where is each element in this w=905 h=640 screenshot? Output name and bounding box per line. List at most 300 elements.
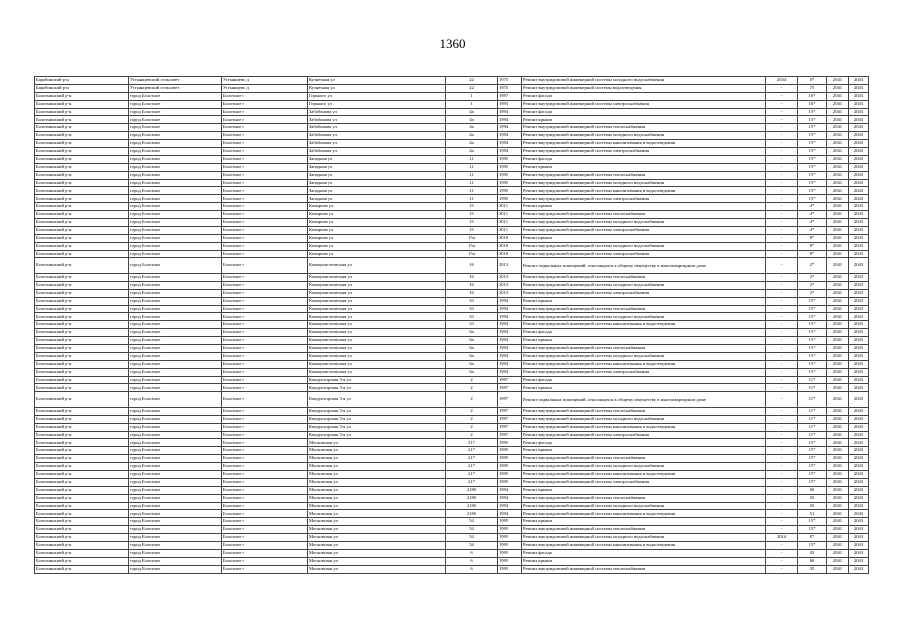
last-repair-year-cell: -	[766, 329, 798, 337]
street-cell: Московская ул	[308, 502, 446, 510]
street-cell: Коммунистическая ул	[308, 337, 446, 345]
table-row	[35, 155, 869, 163]
street-cell: Московская ул	[308, 565, 446, 573]
wear-percent-cell: 15*	[798, 447, 827, 455]
district-cell: Болотнинский р-н	[35, 250, 129, 258]
municipality-cell: город Болотное	[129, 470, 222, 478]
street-cell: Комарова ул	[308, 203, 446, 211]
municipality-cell: город Болотное	[129, 148, 222, 156]
settlement-cell: Болотное г	[222, 423, 308, 431]
plan-start-cell: 2041	[827, 234, 849, 242]
municipality-cell: город Болотное	[129, 423, 222, 431]
year-built-cell: 1994	[498, 116, 522, 124]
last-repair-year-cell: -	[766, 155, 798, 163]
last-repair-year-cell: -	[766, 124, 798, 132]
wear-percent-cell: 4*	[798, 226, 827, 234]
year-built-cell: 2010	[498, 234, 522, 242]
municipality-cell: город Болотное	[129, 179, 222, 187]
house-number-cell: 4а	[446, 132, 498, 140]
district-cell: Болотнинский р-н	[35, 305, 129, 313]
table-row	[35, 100, 869, 108]
house-number-cell: 2	[446, 431, 498, 439]
settlement-cell: Болотное г	[222, 368, 308, 376]
plan-start-cell: 2041	[827, 148, 849, 156]
district-cell: Болотнинский р-н	[35, 478, 129, 486]
year-built-cell: 1997	[498, 431, 522, 439]
year-built-cell: 1997	[498, 376, 522, 384]
table-row	[35, 415, 869, 423]
table-row	[35, 557, 869, 565]
table-row	[35, 447, 869, 455]
settlement-cell: Болотное г	[222, 455, 308, 463]
settlement-cell: Болотное г	[222, 345, 308, 353]
table-row	[35, 384, 869, 392]
settlement-cell: Болотное г	[222, 92, 308, 100]
street-cell: Московская ул	[308, 470, 446, 478]
street-cell: Московская ул	[308, 557, 446, 565]
last-repair-year-cell: -	[766, 281, 798, 289]
plan-start-cell: 2041	[827, 329, 849, 337]
settlement-cell: Болотное г	[222, 211, 308, 219]
municipality-cell: город Болотное	[129, 384, 222, 392]
house-number-cell: 16	[446, 273, 498, 281]
settlement-cell: Болотное г	[222, 337, 308, 345]
district-cell: Болотнинский р-н	[35, 431, 129, 439]
plan-start-cell: 2041	[827, 155, 849, 163]
municipality-cell: город Болотное	[129, 242, 222, 250]
wear-percent-cell: 75	[798, 84, 827, 92]
district-cell: Болотнинский р-н	[35, 565, 129, 573]
house-number-cell: 6	[446, 557, 498, 565]
table-row	[35, 526, 869, 534]
street-cell: Кузнечная ул	[308, 77, 446, 85]
plan-start-cell: 2041	[827, 549, 849, 557]
house-number-cell: 15а	[446, 234, 498, 242]
plan-end-cell: 2043	[849, 108, 869, 116]
street-cell: Коммунистическая ул	[308, 258, 446, 274]
last-repair-year-cell: -	[766, 384, 798, 392]
work-type-cell: Ремонт крыши	[522, 116, 766, 124]
table-row	[35, 77, 869, 85]
house-number-cell: 15а	[446, 250, 498, 258]
street-cell: Коммунистическая ул	[308, 313, 446, 321]
house-number-cell: 2	[446, 384, 498, 392]
work-type-cell: Ремонт фасада	[522, 155, 766, 163]
table-row	[35, 470, 869, 478]
plan-end-cell: 2043	[849, 494, 869, 502]
plan-end-cell: 2043	[849, 557, 869, 565]
settlement-cell: Болотное г	[222, 297, 308, 305]
wear-percent-cell: 0*	[798, 77, 827, 85]
house-number-cell: 218б	[446, 502, 498, 510]
house-number-cell: 2	[446, 423, 498, 431]
work-type-cell: Ремонт внутридомовой инженерной системы холодного водоснабжения	[522, 313, 766, 321]
municipality-cell: город Болотное	[129, 132, 222, 140]
last-repair-year-cell: -	[766, 494, 798, 502]
last-repair-year-cell: -	[766, 486, 798, 494]
table-row	[35, 84, 869, 92]
page-number: 1360	[439, 36, 466, 51]
plan-start-cell: 2041	[827, 321, 849, 329]
work-type-cell: Ремонт крыши	[522, 234, 766, 242]
wear-percent-cell: 35	[798, 494, 827, 502]
district-cell: Болотнинский р-н	[35, 534, 129, 542]
municipality-cell: город Болотное	[129, 557, 222, 565]
year-built-cell: 1994	[498, 108, 522, 116]
district-cell: Барабинский р-н	[35, 84, 129, 92]
settlement-cell: Болотное г	[222, 305, 308, 313]
house-number-cell: 54	[446, 526, 498, 534]
settlement-cell: Болотное г	[222, 526, 308, 534]
work-type-cell: Ремонт внутридомовой инженерной системы электроснабжения	[522, 289, 766, 297]
last-repair-year-cell: -	[766, 376, 798, 384]
table-row	[35, 541, 869, 549]
work-type-cell: Ремонт крыши	[522, 163, 766, 171]
table-row	[35, 329, 869, 337]
settlement-cell: Болотное г	[222, 250, 308, 258]
last-repair-year-cell: -	[766, 439, 798, 447]
settlement-cell: Болотное г	[222, 195, 308, 203]
year-built-cell: 2013	[498, 258, 522, 274]
plan-end-cell: 2043	[849, 234, 869, 242]
plan-end-cell: 2043	[849, 478, 869, 486]
plan-start-cell: 2041	[827, 313, 849, 321]
municipality-cell: город Болотное	[129, 337, 222, 345]
year-built-cell: 1994	[498, 360, 522, 368]
wear-percent-cell: 60	[798, 557, 827, 565]
last-repair-year-cell: -	[766, 526, 798, 534]
table-row	[35, 337, 869, 345]
last-repair-year-cell: -	[766, 415, 798, 423]
wear-percent-cell: 15*	[798, 187, 827, 195]
year-built-cell: 1997	[498, 423, 522, 431]
wear-percent-cell: 15*	[798, 116, 827, 124]
settlement-cell: Болотное г	[222, 187, 308, 195]
municipality-cell: город Болотное	[129, 195, 222, 203]
municipality-cell: Устьянцевский сельсовет	[129, 84, 222, 92]
municipality-cell: город Болотное	[129, 92, 222, 100]
street-cell: Кондукторская 3-я ул	[308, 407, 446, 415]
settlement-cell: Болотное г	[222, 148, 308, 156]
plan-end-cell: 2043	[849, 258, 869, 274]
wear-percent-cell: 15*	[798, 463, 827, 471]
street-cell: Московская ул	[308, 549, 446, 557]
plan-start-cell: 2041	[827, 124, 849, 132]
settlement-cell: Болотное г	[222, 203, 308, 211]
plan-start-cell: 2041	[827, 140, 849, 148]
work-type-cell: Ремонт внутридомовой инженерной системы теплоснабжения	[522, 565, 766, 573]
settlement-cell: Болотное г	[222, 171, 308, 179]
plan-end-cell: 2043	[849, 415, 869, 423]
last-repair-year-cell: -	[766, 337, 798, 345]
table-row	[35, 289, 869, 297]
last-repair-year-cell: -	[766, 502, 798, 510]
wear-percent-cell: 2*	[798, 289, 827, 297]
year-built-cell: 1995	[498, 195, 522, 203]
municipality-cell: город Болотное	[129, 203, 222, 211]
wear-percent-cell: 11*	[798, 431, 827, 439]
table-row	[35, 258, 869, 274]
last-repair-year-cell: -	[766, 273, 798, 281]
last-repair-year-cell: -	[766, 100, 798, 108]
street-cell: Коммунистическая ул	[308, 360, 446, 368]
year-built-cell: 2011	[498, 219, 522, 227]
house-number-cell: 2	[446, 392, 498, 408]
settlement-cell: Болотное г	[222, 439, 308, 447]
municipality-cell: город Болотное	[129, 360, 222, 368]
street-cell: Западная ул	[308, 171, 446, 179]
year-built-cell: 1995	[498, 470, 522, 478]
street-cell: Коммунистическая ул	[308, 352, 446, 360]
plan-end-cell: 2043	[849, 502, 869, 510]
table-row	[35, 148, 869, 156]
settlement-cell: Болотное г	[222, 132, 308, 140]
last-repair-year-cell: -	[766, 360, 798, 368]
plan-end-cell: 2043	[849, 226, 869, 234]
wear-percent-cell: 15*	[798, 305, 827, 313]
last-repair-year-cell: -	[766, 211, 798, 219]
plan-end-cell: 2043	[849, 423, 869, 431]
plan-start-cell: 2041	[827, 368, 849, 376]
plan-end-cell: 2043	[849, 486, 869, 494]
last-repair-year-cell: -	[766, 297, 798, 305]
last-repair-year-cell: -	[766, 478, 798, 486]
district-cell: Болотнинский р-н	[35, 289, 129, 297]
plan-start-cell: 2041	[827, 510, 849, 518]
district-cell: Болотнинский р-н	[35, 352, 129, 360]
settlement-cell: Болотное г	[222, 447, 308, 455]
district-cell: Болотнинский р-н	[35, 455, 129, 463]
plan-end-cell: 2043	[849, 163, 869, 171]
plan-end-cell: 2043	[849, 92, 869, 100]
settlement-cell: Болотное г	[222, 463, 308, 471]
settlement-cell: Болотное г	[222, 100, 308, 108]
street-cell: Московская ул	[308, 463, 446, 471]
table-row	[35, 140, 869, 148]
table-row	[35, 368, 869, 376]
settlement-cell: Болотное г	[222, 557, 308, 565]
last-repair-year-cell: -	[766, 541, 798, 549]
last-repair-year-cell: 2034	[766, 77, 798, 85]
work-type-cell: Ремонт внутридомовой инженерной системы холодного водоснабжения	[522, 179, 766, 187]
plan-start-cell: 2041	[827, 502, 849, 510]
street-cell: Кондукторская 3-я ул	[308, 423, 446, 431]
table-row	[35, 195, 869, 203]
district-cell: Болотнинский р-н	[35, 502, 129, 510]
street-cell: Кондукторская 3-я ул	[308, 376, 446, 384]
wear-percent-cell: 15*	[798, 124, 827, 132]
wear-percent-cell: 15*	[798, 313, 827, 321]
plan-start-cell: 2041	[827, 463, 849, 471]
table-body	[35, 77, 869, 574]
street-cell: Коммунистическая ул	[308, 321, 446, 329]
last-repair-year-cell: -	[766, 163, 798, 171]
last-repair-year-cell: -	[766, 455, 798, 463]
municipality-cell: город Болотное	[129, 108, 222, 116]
municipality-cell: город Болотное	[129, 313, 222, 321]
work-type-cell: Ремонт внутридомовой инженерной системы канализования и водоотведения	[522, 321, 766, 329]
street-cell: Коммунистическая ул	[308, 273, 446, 281]
district-cell: Болотнинский р-н	[35, 148, 129, 156]
work-type-cell: Ремонт внутридомовой инженерной системы теплоснабжения	[522, 345, 766, 353]
last-repair-year-cell: -	[766, 447, 798, 455]
wear-percent-cell: 15*	[798, 179, 827, 187]
plan-start-cell: 2041	[827, 478, 849, 486]
work-type-cell: Ремонт внутридомовой инженерной системы электроснабжения	[522, 100, 766, 108]
wear-percent-cell: 43	[798, 549, 827, 557]
year-built-cell: 1994	[498, 368, 522, 376]
house-number-cell: 218б	[446, 510, 498, 518]
plan-end-cell: 2043	[849, 116, 869, 124]
work-type-cell: Ремонт внутридомовой инженерной системы теплоснабжения	[522, 171, 766, 179]
settlement-cell: Болотное г	[222, 352, 308, 360]
table-row	[35, 281, 869, 289]
table-row	[35, 273, 869, 281]
plan-start-cell: 2041	[827, 376, 849, 384]
work-type-cell: Ремонт внутридомовой инженерной системы электроснабжения	[522, 226, 766, 234]
work-type-cell: Ремонт внутридомовой инженерной системы холодного водоснабжения	[522, 502, 766, 510]
wear-percent-cell: 11*	[798, 392, 827, 408]
table-row	[35, 305, 869, 313]
plan-end-cell: 2043	[849, 211, 869, 219]
house-number-cell: 6а	[446, 352, 498, 360]
year-built-cell: 1994	[498, 124, 522, 132]
plan-end-cell: 2043	[849, 447, 869, 455]
plan-start-cell: 2041	[827, 195, 849, 203]
table-row	[35, 423, 869, 431]
last-repair-year-cell: -	[766, 92, 798, 100]
settlement-cell: Болотное г	[222, 273, 308, 281]
house-number-cell: 15	[446, 203, 498, 211]
last-repair-year-cell: -	[766, 510, 798, 518]
work-type-cell: Ремонт внутридомовой инженерной системы водоотведения	[522, 84, 766, 92]
municipality-cell: город Болотное	[129, 478, 222, 486]
district-cell: Болотнинский р-н	[35, 423, 129, 431]
house-number-cell: 6а	[446, 360, 498, 368]
wear-percent-cell: 15*	[798, 337, 827, 345]
last-repair-year-cell: -	[766, 108, 798, 116]
house-number-cell: 16	[446, 289, 498, 297]
work-type-cell: Ремонт внутридомовой инженерной системы холодного водоснабжения	[522, 219, 766, 227]
work-type-cell: Ремонт внутридомовой инженерной системы электроснабжения	[522, 250, 766, 258]
plan-end-cell: 2043	[849, 242, 869, 250]
wear-percent-cell: 11*	[798, 384, 827, 392]
plan-start-cell: 2041	[827, 415, 849, 423]
table-row	[35, 250, 869, 258]
house-number-cell: 11	[446, 187, 498, 195]
plan-start-cell: 2041	[827, 352, 849, 360]
plan-start-cell: 2041	[827, 226, 849, 234]
plan-start-cell: 2041	[827, 108, 849, 116]
plan-start-cell: 2041	[827, 132, 849, 140]
plan-start-cell: 2041	[827, 242, 849, 250]
wear-percent-cell: 15*	[798, 478, 827, 486]
table-row	[35, 502, 869, 510]
year-built-cell: 1994	[498, 510, 522, 518]
plan-start-cell: 2041	[827, 100, 849, 108]
plan-start-cell: 2041	[827, 518, 849, 526]
last-repair-year-cell: -	[766, 84, 798, 92]
street-cell: Московская ул	[308, 439, 446, 447]
plan-start-cell: 2041	[827, 431, 849, 439]
last-repair-year-cell: -	[766, 203, 798, 211]
house-number-cell: 22	[446, 77, 498, 85]
settlement-cell: Болотное г	[222, 360, 308, 368]
table-row	[35, 203, 869, 211]
last-repair-year-cell: -	[766, 226, 798, 234]
plan-start-cell: 2041	[827, 337, 849, 345]
plan-start-cell: 2041	[827, 163, 849, 171]
settlement-cell: Болотное г	[222, 549, 308, 557]
house-number-cell: 54	[446, 534, 498, 542]
wear-percent-cell: 15*	[798, 368, 827, 376]
house-number-cell: 217	[446, 470, 498, 478]
street-cell: Забабонова ул	[308, 124, 446, 132]
settlement-cell: Болотное г	[222, 384, 308, 392]
district-cell: Болотнинский р-н	[35, 345, 129, 353]
work-type-cell: Ремонт фасада	[522, 549, 766, 557]
settlement-cell: Болотное г	[222, 219, 308, 227]
street-cell: Кондукторская 3-я ул	[308, 415, 446, 423]
table-row	[35, 486, 869, 494]
settlement-cell: Болотное г	[222, 179, 308, 187]
wear-percent-cell: 15*	[798, 352, 827, 360]
table-row	[35, 179, 869, 187]
municipality-cell: город Болотное	[129, 219, 222, 227]
municipality-cell: город Болотное	[129, 124, 222, 132]
plan-start-cell: 2041	[827, 250, 849, 258]
table-row	[35, 226, 869, 234]
settlement-cell: Болотное г	[222, 502, 308, 510]
house-number-cell: 33	[446, 297, 498, 305]
district-cell: Болотнинский р-н	[35, 486, 129, 494]
plan-end-cell: 2043	[849, 526, 869, 534]
house-number-cell: 15	[446, 226, 498, 234]
settlement-cell: Болотное г	[222, 565, 308, 573]
plan-end-cell: 2043	[849, 132, 869, 140]
house-number-cell: 33	[446, 321, 498, 329]
year-built-cell: 2011	[498, 226, 522, 234]
municipality-cell: город Болотное	[129, 345, 222, 353]
municipality-cell: город Болотное	[129, 447, 222, 455]
plan-end-cell: 2043	[849, 376, 869, 384]
street-cell: Западная ул	[308, 155, 446, 163]
table-row	[35, 187, 869, 195]
plan-start-cell: 2041	[827, 439, 849, 447]
plan-start-cell: 2041	[827, 447, 849, 455]
last-repair-year-cell: -	[766, 179, 798, 187]
district-cell: Болотнинский р-н	[35, 360, 129, 368]
work-type-cell: Ремонт фасада	[522, 92, 766, 100]
house-number-cell: 4а	[446, 140, 498, 148]
street-cell: Забабонова ул	[308, 108, 446, 116]
wear-percent-cell: 15*	[798, 329, 827, 337]
work-type-cell: Ремонт внутридомовой инженерной системы канализования и водоотведения	[522, 360, 766, 368]
year-built-cell: 1994	[498, 305, 522, 313]
district-cell: Болотнинский р-н	[35, 447, 129, 455]
settlement-cell: Болотное г	[222, 289, 308, 297]
house-number-cell: 33	[446, 305, 498, 313]
plan-start-cell: 2041	[827, 392, 849, 408]
plan-start-cell: 2041	[827, 203, 849, 211]
plan-end-cell: 2043	[849, 187, 869, 195]
settlement-cell: Болотное г	[222, 415, 308, 423]
work-type-cell: Ремонт внутридомовой инженерной системы холодного водоснабжения	[522, 534, 766, 542]
table-row	[35, 439, 869, 447]
house-number-cell: 217	[446, 455, 498, 463]
year-built-cell: 1995	[498, 534, 522, 542]
table-row	[35, 297, 869, 305]
